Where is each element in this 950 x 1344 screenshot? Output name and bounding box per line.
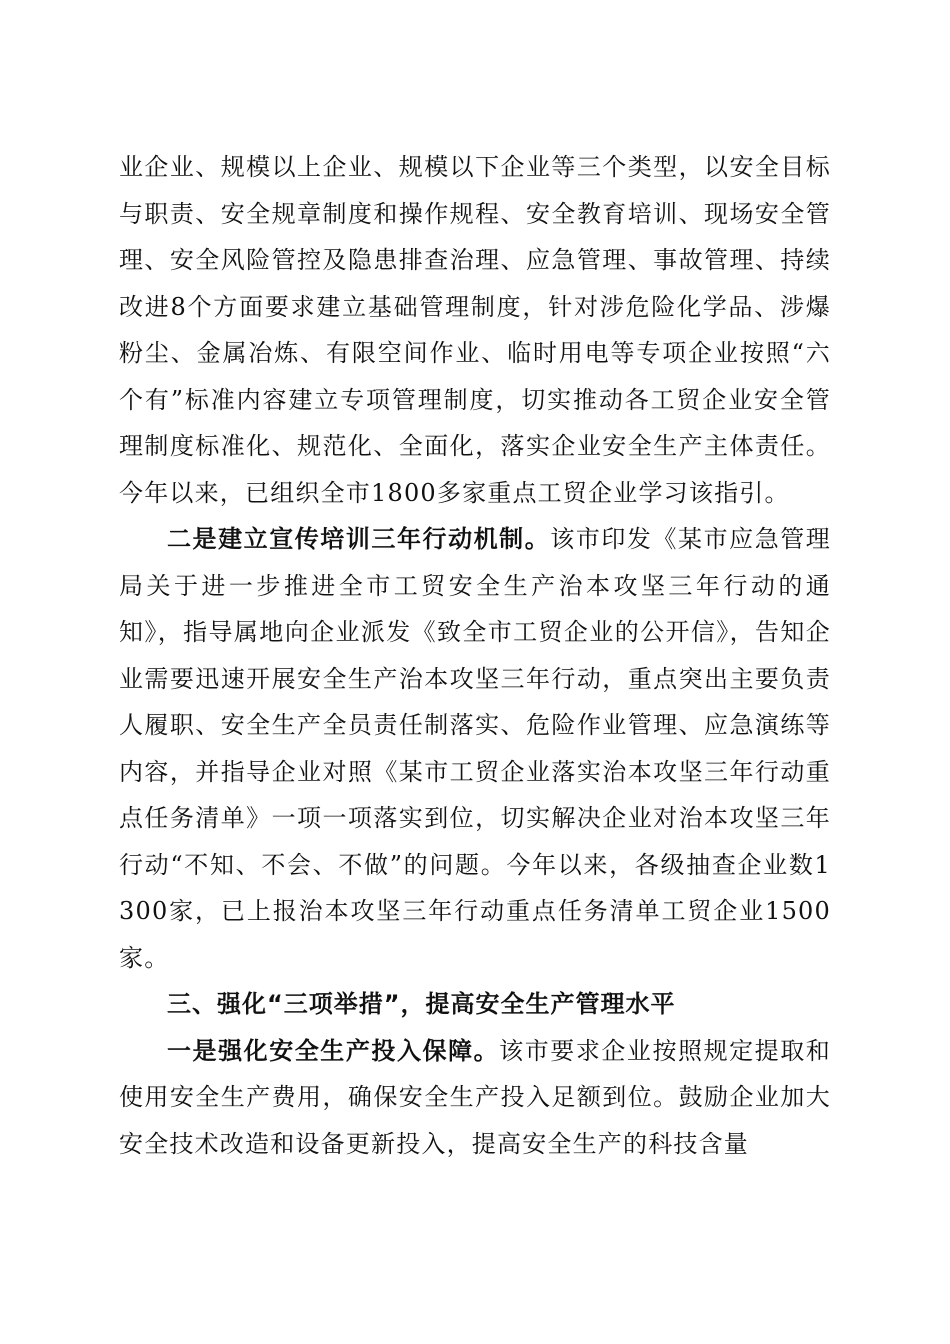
paragraph-text: 该市印发《某市应急管理局关于进一步推进全市工贸安全生产治本攻坚三年行动的通知》，指导属地向企业派发《致全市工贸企业的公开信》，告知企业需要迅速开展安全生产治本攻坚三年行动，重点突出主要负责人履职、安全生产全员责任制落实、危险作业管理、应急演练等内容，并指导企业对照《某市工贸企业落实治本攻坚三年行动重点任务清单》一项一项落实到位，切实解决企业对治本攻坚三年行动“不知、不会、不做”的问题。今年以来，各级抽查企业数1300家，已上报治本攻坚三年行动重点任务清单工贸企业1500家。 [119, 525, 831, 972]
paragraph-training-mechanism [119, 516, 831, 981]
paragraph-safety-investment [119, 1028, 831, 1168]
paragraph-continuation: 业企业、规模以上企业、规模以下企业等三个类型，以安全目标与职责、安全规章制度和操作规程、安全教育培训、现场安全管理、安全风险管控及隐患排查治理、应急管理、事故管理、持续改进8个方面要求建立基础管理制度，针对涉危险化学品、涉爆粉尘、金属冶炼、有限空间作业、临时用电等专项企业按照“六个有”标准内容建立专项管理制度，切实推动各工贸企业安全管理制度标准化、规范化、全面化，落实企业安全生产主体责任。今年以来，已组织全市1800多家重点工贸企业学习该指引。 [119, 153, 831, 507]
paragraph-text: 该市要求企业按照规定提取和使用安全生产费用，确保安全生产投入足额到位。鼓励企业加大安全技术改造和设备更新投入，提高安全生产的科技含量 [119, 1036, 831, 1158]
paragraph-lead: 一是强化安全生产投入保障。 [167, 1036, 500, 1065]
paragraph-lead: 二是建立宣传培训三年行动机制。 [167, 525, 551, 553]
document-body [119, 144, 831, 1167]
section-heading: 三、强化“三项举措”，提高安全生产管理水平 [167, 990, 676, 1018]
